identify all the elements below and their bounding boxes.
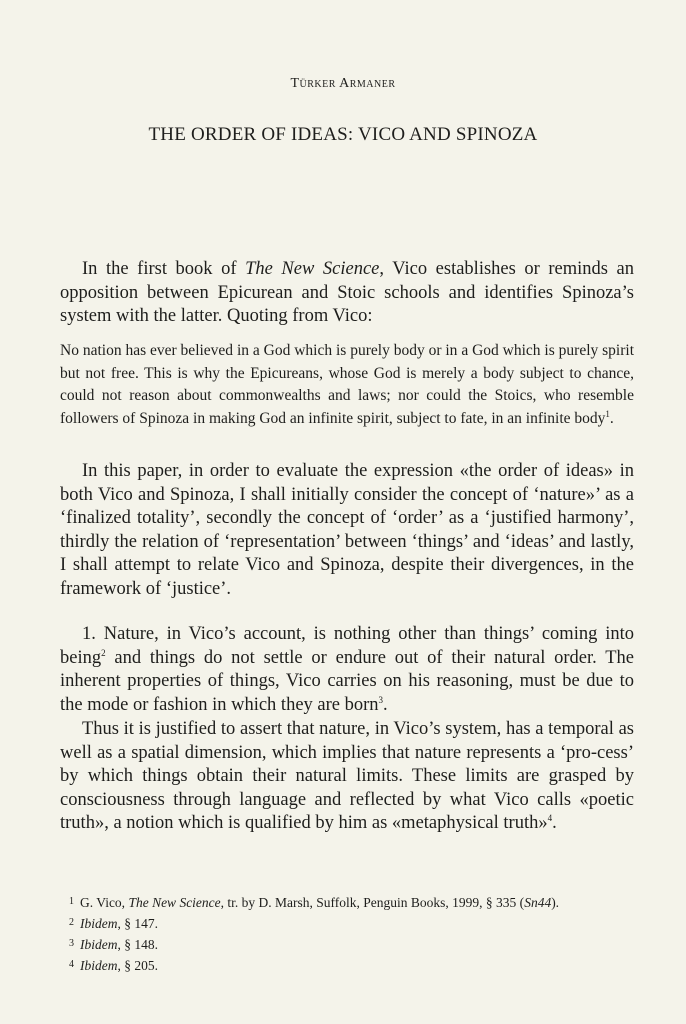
footnote-ref-4: 4 [547, 812, 553, 823]
paragraph-nature-end: . [552, 813, 557, 833]
footnote-ibidem: Ibidem [80, 958, 118, 973]
paragraph-intro-text-a: In the first book of [82, 259, 246, 279]
block-quote-end: . [609, 409, 614, 427]
footnote-book-title: The New Science [128, 895, 221, 910]
footnote-number: 2 [69, 917, 74, 928]
footnote-text: , tr. by D. Marsh, Suffolk, Penguin Books, 1999, § 335 ( [220, 895, 525, 910]
footnote-citation: Sn44 [524, 895, 552, 910]
footnote-text: , § 205. [117, 958, 158, 973]
footnote-number: 3 [69, 938, 74, 949]
footnote-ibidem: Ibidem [80, 937, 118, 952]
paragraph-intro [60, 258, 634, 329]
paragraph-overview [60, 460, 634, 601]
paragraph-section-1-text-a: 1. Nature, in Vico’s account, is nothing other than things’ coming into being [60, 624, 634, 668]
footnote-1 [60, 892, 660, 912]
footnote-ibidem: Ibidem [80, 916, 118, 931]
footnote-text: ). [551, 895, 560, 910]
footnote-text: , § 148. [117, 937, 158, 952]
footnote-number: 1 [69, 896, 74, 907]
author-name: Türker Armaner [290, 76, 396, 91]
footnote-text: , § 147. [117, 916, 158, 931]
footnote-ref-1: 1 [605, 408, 610, 419]
paragraph-section-1 [60, 623, 634, 717]
block-quote [60, 340, 634, 430]
footnote-2 [60, 913, 660, 933]
footnote-ref-3: 3 [378, 694, 384, 705]
footnote-ref-2: 2 [101, 647, 106, 658]
paragraph-intro-text-c: , Vico establishes or reminds an opposition between Epicurean and Stoic schools and identifies Spinoza’s system with the latter. Quoting from Vico: [60, 259, 635, 326]
paragraph-section-1-text-b: and things do not settle or endure out of their natural order. The inherent properties of things, Vico carries on his reasoning, must be due to the mode or fashion in which they are born [60, 647, 634, 715]
book-title: The New Science [245, 259, 380, 279]
paragraph-overview-text: In this paper, in order to evaluate the expression «the order of ideas» in both Vico and Spinoza, I shall initially consider the concept of ‘nature»’ as a ‘finalized totality’, secondly the concept of ‘order’ as a ‘justified harmony’, thirdly the relation of ‘representation’ between ‘things’ and ‘ideas’ and lastly, I shall attempt to relate Vico and Spinoza, despite their divergences, in the framework of ‘justice’. [60, 461, 634, 599]
footnote-3 [60, 934, 660, 954]
paragraph-nature-text: Thus it is justified to assert that nature, in Vico’s system, has a temporal as well as a spatial dimension, which implies that nature represents a ‘pro-cess’ by which things obtain their natural limits. These limits are grasped by consciousness through language and reflected by what Vico calls «poetic truth», a notion which is qualified by him as «metaphysical truth» [60, 719, 634, 833]
footnote-number: 4 [69, 959, 74, 970]
paragraph-section-1-text-c: . [383, 694, 388, 715]
article-title: THE ORDER OF IDEAS: VICO AND SPINOZA [148, 124, 538, 145]
footnote-text: G. Vico, [80, 895, 129, 910]
paragraph-nature [60, 718, 634, 836]
footnote-4 [60, 955, 660, 975]
block-quote-text: No nation has ever believed in a God which is purely body or in a God which is purely spirit but not free. This is why the Epicureans, whose God is merely a body subject to chance, could not reason about commonwealths and laws; nor could the Stoics, who resemble followers of Spinoza in making God an infinite spirit, subject to fate, in an infinite body [60, 342, 634, 427]
